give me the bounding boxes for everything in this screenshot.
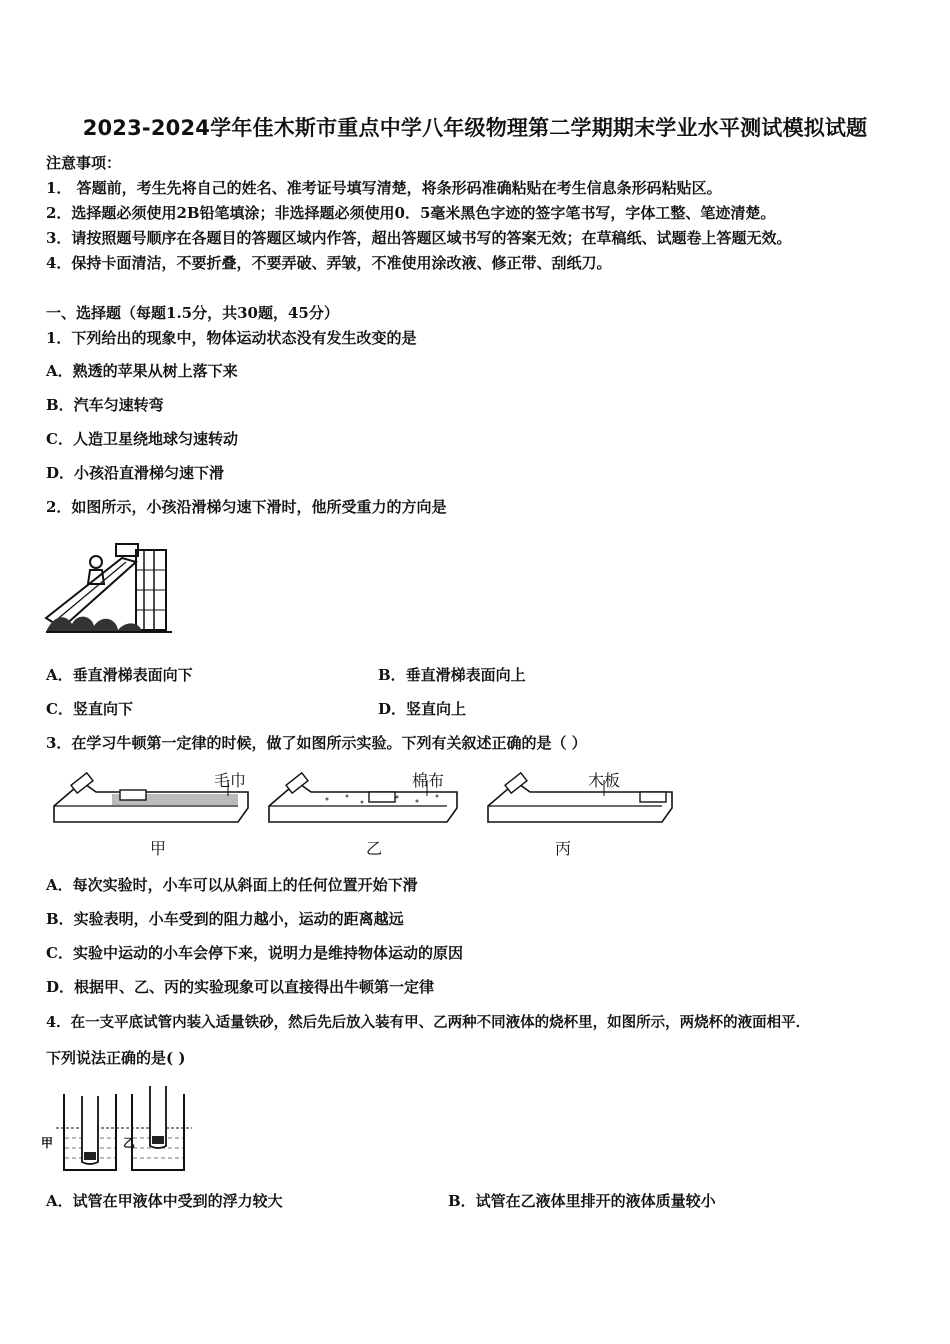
caption-yi: 乙 xyxy=(366,839,383,858)
question-3-stem: 3．在学习牛顿第一定律的时候，做了如图所示实验。下列有关叙述正确的是（ ） xyxy=(46,734,587,752)
section-heading: 一、选择题（每题1.5分，共30题，45分） xyxy=(46,304,339,322)
question-1-stem: 1．下列给出的现象中，物体运动状态没有发生改变的是 xyxy=(46,329,417,347)
test-tube-figure xyxy=(48,1084,198,1176)
caption-bing: 丙 xyxy=(555,839,572,858)
question-4-stem-cont: 下列说法正确的是( ) xyxy=(46,1049,186,1067)
q1-option-c[interactable]: C．人造卫星绕地球匀速转动 xyxy=(46,430,238,448)
q3-option-a[interactable]: A．每次实验时，小车可以从斜面上的任何位置开始下滑 xyxy=(46,876,418,894)
q2-option-a[interactable]: A．垂直滑梯表面向下 xyxy=(46,666,193,684)
beaker-label-jia: 甲 xyxy=(41,1136,54,1150)
caption-jia: 甲 xyxy=(150,839,167,858)
page-title: 2023-2024学年佳木斯市重点中学八年级物理第二学期期末学业水平测试模拟试题 xyxy=(82,116,868,140)
notice-item: 2．选择题必须使用2B铅笔填涂；非选择题必须使用0．5毫米黑色字迹的签字笔书写，字体工整、笔迹清楚。 xyxy=(46,204,776,222)
beaker-label-yi: 乙 xyxy=(123,1136,136,1150)
notice-heading: 注意事项： xyxy=(46,154,122,172)
question-4-stem: 4．在一支平底试管内装入适量铁砂，然后先后放入装有甲、乙两种不同液体的烧杯里，如图所示，两烧杯的液面相平． xyxy=(46,1014,811,1031)
notice-item: 3．请按照题号顺序在各题目的答题区域内作答，超出答题区域书写的答案无效；在草稿纸、试题卷上答题无效。 xyxy=(46,229,792,247)
q4-option-a[interactable]: A．试管在甲液体中受到的浮力较大 xyxy=(46,1192,283,1210)
surface-label-towel: 毛巾 xyxy=(214,771,247,790)
surface-label-cotton: 棉布 xyxy=(412,771,445,790)
q1-option-d[interactable]: D．小孩沿直滑梯匀速下滑 xyxy=(46,464,225,482)
q3-option-d[interactable]: D．根据甲、乙、丙的实验现象可以直接得出牛顿第一定律 xyxy=(46,978,435,996)
q2-option-d[interactable]: D．竖直向上 xyxy=(378,700,467,718)
surface-label-board: 木板 xyxy=(588,771,621,790)
notice-item: 1． 答题前，考生先将自己的姓名、准考证号填写清楚，将条形码准确粘贴在考生信息条形码粘贴区。 xyxy=(46,179,722,197)
notice-item: 4．保持卡面清洁，不要折叠，不要弄破、弄皱，不准使用涂改液、修正带、刮纸刀。 xyxy=(46,254,612,272)
q3-option-c[interactable]: C．实验中运动的小车会停下来，说明力是维持物体运动的原因 xyxy=(46,944,463,962)
slide-figure xyxy=(44,540,174,635)
q1-option-a[interactable]: A．熟透的苹果从树上落下来 xyxy=(46,362,238,380)
q4-option-b[interactable]: B．试管在乙液体里排开的液体质量较小 xyxy=(448,1192,716,1210)
q1-option-b[interactable]: B．汽车匀速转弯 xyxy=(46,396,164,414)
q2-option-c[interactable]: C．竖直向下 xyxy=(46,700,133,718)
question-2-stem: 2．如图所示，小孩沿滑梯匀速下滑时，他所受重力的方向是 xyxy=(46,498,447,516)
experiment-figure-bing xyxy=(486,768,686,828)
q2-option-b[interactable]: B．垂直滑梯表面向上 xyxy=(378,666,526,684)
q3-option-b[interactable]: B．实验表明，小车受到的阻力越小，运动的距离越远 xyxy=(46,910,404,928)
